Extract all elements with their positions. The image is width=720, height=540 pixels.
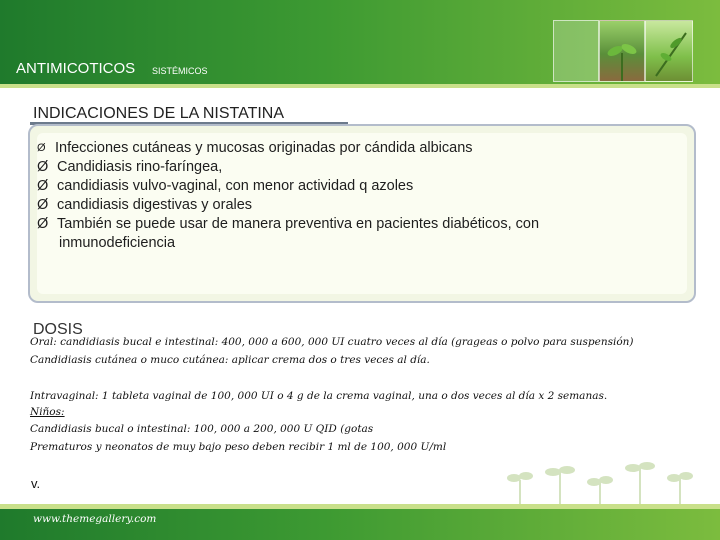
arrow-bullet-icon: Ø [37, 142, 46, 154]
list-item-continuation: inmunodeficiencia [59, 235, 176, 251]
slide-title: ANTIMICOTICOS [16, 60, 136, 77]
header-tile-blank [553, 20, 599, 82]
dose-line-children-heading: Niños: [30, 406, 65, 418]
list-item: Ø También se puede usar de manera preventiva en pacientes diabéticos, con [37, 216, 540, 232]
list-item: Ø candidiasis vulvo-vaginal, con menor actividad q azoles [37, 178, 414, 194]
list-item: Ø Candidiasis rino-faríngea, [37, 159, 223, 175]
indications-heading: INDICACIONES DE LA NISTATINA [33, 105, 285, 122]
header-divider [0, 84, 720, 88]
arrow-bullet-icon: Ø [37, 197, 49, 213]
arrow-bullet-icon: Ø [37, 216, 49, 232]
plant-photo-image [645, 20, 693, 82]
dose-line-intravaginal: Intravaginal: 1 tableta vaginal de 100, 000 UI o 4 g de la crema vaginal, una o dos veces al día x 2 semanas. [30, 390, 608, 402]
list-item: Ø candidiasis digestivas y orales [37, 197, 253, 213]
footer-url: www.themegallery.com [33, 513, 157, 525]
arrow-bullet-icon: Ø [37, 178, 49, 194]
list-item: Ø Infecciones cutáneas y mucosas originadas por cándida albicans [37, 140, 473, 156]
sprouts-decoration-icon [500, 462, 710, 506]
dose-line-premature: Prematuros y neonatos de muy bajo peso deben recibir 1 ml de 100, 000 U/ml [30, 441, 447, 453]
dose-line-children-oral: Candidiasis bucal o intestinal: 100, 000 a 200, 000 U QID (gotas [30, 423, 374, 435]
dosis-heading: DOSIS [33, 321, 83, 338]
arrow-bullet-icon: Ø [37, 159, 49, 175]
sprout-photo-image [599, 20, 645, 82]
dose-line-cutaneous: Candidiasis cutánea o muco cutánea: aplicar crema dos o tres veces al día. [30, 354, 430, 366]
diamond-bullet-icon: v. [31, 476, 41, 491]
slide-subtitle: SISTÉMICOS [152, 66, 208, 76]
indications-list [37, 139, 677, 253]
dose-line-oral: Oral: candidiasis bucal e intestinal: 400, 000 a 600, 000 UI cuatro veces al día (grageas o polvo para suspensión) [30, 336, 634, 348]
slide-header [0, 0, 720, 84]
